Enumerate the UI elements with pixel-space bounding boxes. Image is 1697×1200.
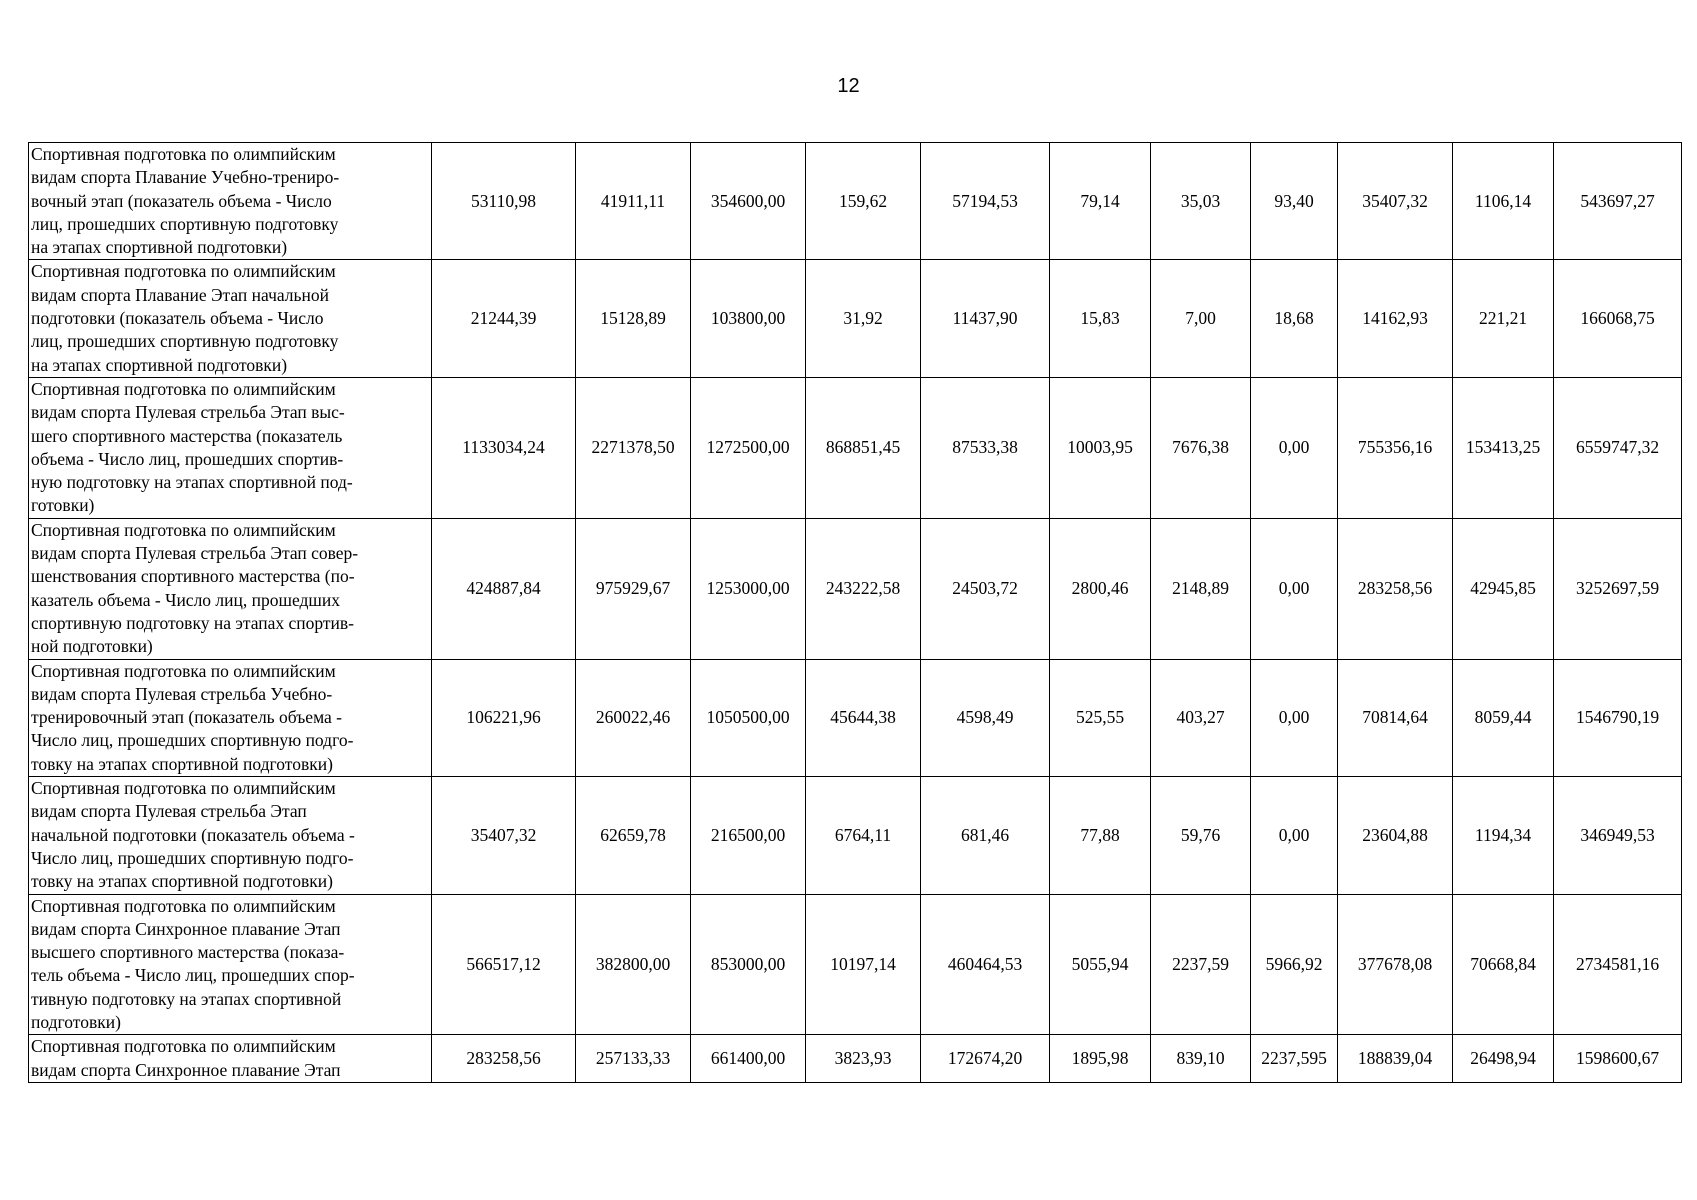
value-cell: 2237,595 xyxy=(1251,1035,1338,1083)
description-line: видам спорта Пулевая стрельба Этап совер- xyxy=(31,543,359,564)
row-description xyxy=(29,260,432,377)
description-line: Спортивная подготовка по олимпийским xyxy=(31,660,336,681)
value-cell: 2800,46 xyxy=(1050,518,1151,659)
value-cell: 103800,00 xyxy=(691,260,806,377)
value-cell: 172674,20 xyxy=(921,1035,1050,1083)
description-line: лиц, прошедших спортивную подготовку xyxy=(31,213,339,234)
description-line: Спортивная подготовка по олимпийским xyxy=(31,1036,336,1057)
value-cell: 839,10 xyxy=(1151,1035,1251,1083)
value-cell: 755356,16 xyxy=(1338,377,1453,518)
value-cell: 1050500,00 xyxy=(691,659,806,776)
value-cell: 283258,56 xyxy=(1338,518,1453,659)
description-line: шего спортивного мастерства (показатель xyxy=(31,425,343,446)
description-line: объема - Число лиц, прошедших спортив- xyxy=(31,448,344,469)
value-cell: 77,88 xyxy=(1050,777,1151,894)
value-cell: 3252697,59 xyxy=(1554,518,1682,659)
value-cell: 346949,53 xyxy=(1554,777,1682,894)
description-line: лиц, прошедших спортивную подготовку xyxy=(31,331,339,352)
value-cell: 216500,00 xyxy=(691,777,806,894)
value-cell: 460464,53 xyxy=(921,894,1050,1035)
value-cell: 3823,93 xyxy=(806,1035,921,1083)
value-cell: 59,76 xyxy=(1151,777,1251,894)
description-line: на этапах спортивной подготовки) xyxy=(31,354,288,375)
table-row xyxy=(29,518,1682,659)
value-cell: 566517,12 xyxy=(432,894,576,1035)
value-cell: 1133034,24 xyxy=(432,377,576,518)
value-cell: 35,03 xyxy=(1151,143,1251,260)
value-cell: 35407,32 xyxy=(1338,143,1453,260)
description-line: ной подготовки) xyxy=(31,636,153,657)
value-cell: 2237,59 xyxy=(1151,894,1251,1035)
table-row xyxy=(29,1035,1682,1083)
description-line: товку на этапах спортивной подготовки) xyxy=(31,871,333,892)
value-cell: 681,46 xyxy=(921,777,1050,894)
description-line: Спортивная подготовка по олимпийским xyxy=(31,261,336,282)
value-cell: 283258,56 xyxy=(432,1035,576,1083)
value-cell: 975929,67 xyxy=(576,518,691,659)
value-cell: 260022,46 xyxy=(576,659,691,776)
description-line: начальной подготовки (показатель объема - xyxy=(31,824,355,845)
value-cell: 153413,25 xyxy=(1453,377,1554,518)
table-row xyxy=(29,894,1682,1035)
value-cell: 853000,00 xyxy=(691,894,806,1035)
value-cell: 6764,11 xyxy=(806,777,921,894)
description-line: Спортивная подготовка по олимпийским xyxy=(31,778,336,799)
table-body xyxy=(29,143,1682,1083)
description-line: видам спорта Пулевая стрельба Учебно- xyxy=(31,683,333,704)
value-cell: 45644,38 xyxy=(806,659,921,776)
description-line: товку на этапах спортивной подготовки) xyxy=(31,753,333,774)
value-cell: 7676,38 xyxy=(1151,377,1251,518)
value-cell: 424887,84 xyxy=(432,518,576,659)
row-description xyxy=(29,777,432,894)
description-line: Спортивная подготовка по олимпийским xyxy=(31,144,336,164)
table-row xyxy=(29,777,1682,894)
description-line: готовки) xyxy=(31,495,95,516)
value-cell: 5966,92 xyxy=(1251,894,1338,1035)
value-cell: 1253000,00 xyxy=(691,518,806,659)
table-row xyxy=(29,659,1682,776)
page-number: 12 xyxy=(837,75,860,97)
value-cell: 14162,93 xyxy=(1338,260,1453,377)
description-line: тренировочный этап (показатель объема - xyxy=(31,707,343,728)
value-cell: 41911,11 xyxy=(576,143,691,260)
description-line: на этапах спортивной подготовки) xyxy=(31,237,288,258)
value-cell: 79,14 xyxy=(1050,143,1151,260)
value-cell: 1194,34 xyxy=(1453,777,1554,894)
value-cell: 106221,96 xyxy=(432,659,576,776)
value-cell: 4598,49 xyxy=(921,659,1050,776)
value-cell: 166068,75 xyxy=(1554,260,1682,377)
value-cell: 377678,08 xyxy=(1338,894,1453,1035)
value-cell: 0,00 xyxy=(1251,518,1338,659)
table-row xyxy=(29,143,1682,260)
value-cell: 70668,84 xyxy=(1453,894,1554,1035)
description-line: видам спорта Плавание Этап начальной xyxy=(31,284,330,305)
value-cell: 57194,53 xyxy=(921,143,1050,260)
description-line: высшего спортивного мастерства (показа- xyxy=(31,942,345,963)
description-line: вочный этап (показатель объема - Число xyxy=(31,190,332,211)
value-cell: 243222,58 xyxy=(806,518,921,659)
value-cell: 15128,89 xyxy=(576,260,691,377)
value-cell: 1106,14 xyxy=(1453,143,1554,260)
value-cell: 53110,98 xyxy=(432,143,576,260)
value-cell: 31,92 xyxy=(806,260,921,377)
description-line: подготовки) xyxy=(31,1011,121,1032)
value-cell: 23604,88 xyxy=(1338,777,1453,894)
value-cell: 0,00 xyxy=(1251,377,1338,518)
description-line: видам спорта Плавание Учебно-трениро- xyxy=(31,167,340,188)
description-line: спортивную подготовку на этапах спортив- xyxy=(31,612,355,633)
value-cell: 354600,00 xyxy=(691,143,806,260)
description-line: Спортивная подготовка по олимпийским xyxy=(31,895,336,916)
value-cell: 0,00 xyxy=(1251,777,1338,894)
value-cell: 868851,45 xyxy=(806,377,921,518)
value-cell: 525,55 xyxy=(1050,659,1151,776)
value-cell: 0,00 xyxy=(1251,659,1338,776)
value-cell: 10197,14 xyxy=(806,894,921,1035)
data-table xyxy=(28,142,1682,1083)
value-cell: 382800,00 xyxy=(576,894,691,1035)
description-line: тивную подготовку на этапах спортивной xyxy=(31,988,342,1009)
value-cell: 5055,94 xyxy=(1050,894,1151,1035)
description-line: ную подготовку на этапах спортивной под- xyxy=(31,472,353,493)
value-cell: 18,68 xyxy=(1251,260,1338,377)
value-cell: 93,40 xyxy=(1251,143,1338,260)
value-cell: 62659,78 xyxy=(576,777,691,894)
value-cell: 2271378,50 xyxy=(576,377,691,518)
value-cell: 1272500,00 xyxy=(691,377,806,518)
value-cell: 21244,39 xyxy=(432,260,576,377)
description-line: тель объема - Число лиц, прошедших спор- xyxy=(31,965,355,986)
value-cell: 6559747,32 xyxy=(1554,377,1682,518)
value-cell: 8059,44 xyxy=(1453,659,1554,776)
value-cell: 87533,38 xyxy=(921,377,1050,518)
value-cell: 1546790,19 xyxy=(1554,659,1682,776)
value-cell: 15,83 xyxy=(1050,260,1151,377)
row-description xyxy=(29,894,432,1035)
description-line: Спортивная подготовка по олимпийским xyxy=(31,519,336,540)
description-line: казатель объема - Число лиц, прошедших xyxy=(31,589,341,610)
table-row xyxy=(29,260,1682,377)
row-description xyxy=(29,518,432,659)
description-line: подготовки (показатель объема - Число xyxy=(31,308,324,329)
value-cell: 1895,98 xyxy=(1050,1035,1151,1083)
row-description xyxy=(29,1035,432,1083)
description-line: видам спорта Синхронное плавание Этап xyxy=(31,1059,341,1080)
description-line: шенствования спортивного мастерства (по- xyxy=(31,566,355,587)
value-cell: 42945,85 xyxy=(1453,518,1554,659)
row-description xyxy=(29,377,432,518)
description-line: Спортивная подготовка по олимпийским xyxy=(31,378,336,399)
value-cell: 11437,90 xyxy=(921,260,1050,377)
description-line: видам спорта Пулевая стрельба Этап xyxy=(31,801,307,822)
value-cell: 661400,00 xyxy=(691,1035,806,1083)
table-row xyxy=(29,377,1682,518)
description-line: видам спорта Пулевая стрельба Этап выс- xyxy=(31,402,345,423)
value-cell: 188839,04 xyxy=(1338,1035,1453,1083)
value-cell: 543697,27 xyxy=(1554,143,1682,260)
value-cell: 257133,33 xyxy=(576,1035,691,1083)
value-cell: 7,00 xyxy=(1151,260,1251,377)
value-cell: 26498,94 xyxy=(1453,1035,1554,1083)
description-line: Число лиц, прошедших спортивную подго- xyxy=(31,847,354,868)
value-cell: 10003,95 xyxy=(1050,377,1151,518)
value-cell: 2734581,16 xyxy=(1554,894,1682,1035)
value-cell: 35407,32 xyxy=(432,777,576,894)
description-line: видам спорта Синхронное плавание Этап xyxy=(31,918,341,939)
row-description xyxy=(29,143,432,260)
value-cell: 1598600,67 xyxy=(1554,1035,1682,1083)
value-cell: 221,21 xyxy=(1453,260,1554,377)
value-cell: 159,62 xyxy=(806,143,921,260)
value-cell: 2148,89 xyxy=(1151,518,1251,659)
value-cell: 70814,64 xyxy=(1338,659,1453,776)
row-description xyxy=(29,659,432,776)
value-cell: 24503,72 xyxy=(921,518,1050,659)
description-line: Число лиц, прошедших спортивную подго- xyxy=(31,730,354,751)
value-cell: 403,27 xyxy=(1151,659,1251,776)
